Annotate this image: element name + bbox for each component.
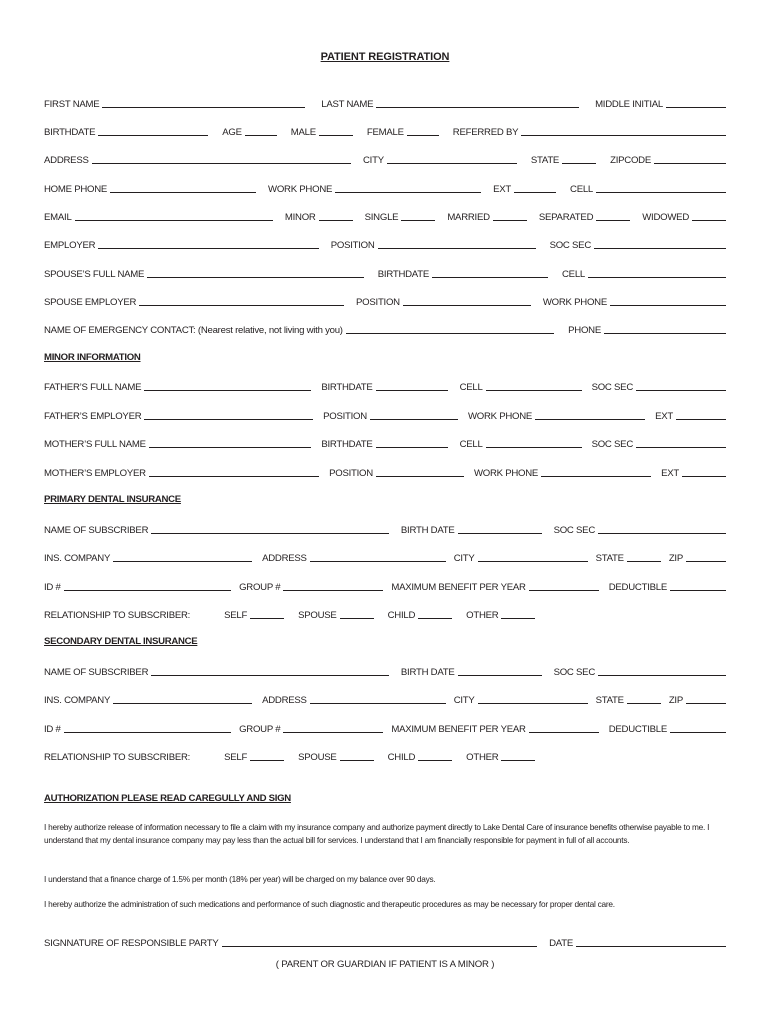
- mother-row: [44, 436, 726, 450]
- age-field[interactable]: [245, 135, 277, 136]
- emergency-phone-field[interactable]: [604, 333, 726, 334]
- birthdate-field[interactable]: [98, 135, 208, 136]
- primary-ins-company-field[interactable]: [113, 561, 252, 562]
- cell-label: CELL: [570, 184, 594, 195]
- mother-cell-label: CELL: [459, 439, 483, 450]
- father-position-field[interactable]: [370, 419, 458, 420]
- female-label: FEMALE: [366, 127, 404, 138]
- secondary-max-benefit-field[interactable]: [529, 732, 599, 733]
- spouse-cell-label: CELL: [562, 269, 585, 280]
- ext-label: EXT: [493, 184, 512, 195]
- secondary-other-field[interactable]: [501, 760, 535, 761]
- primary-id-row: [44, 579, 726, 593]
- mother-cell-field[interactable]: [486, 447, 582, 448]
- primary-insurance-heading: PRIMARY DENTAL INSURANCE: [44, 494, 181, 505]
- mother-ext-field[interactable]: [682, 476, 726, 477]
- primary-self-label: SELF: [224, 610, 248, 621]
- primary-city-label: CITY: [453, 553, 475, 564]
- zipcode-field[interactable]: [654, 163, 726, 164]
- secondary-birth-date-field[interactable]: [458, 675, 542, 676]
- address-field[interactable]: [92, 163, 351, 164]
- minor-field[interactable]: [319, 220, 353, 221]
- primary-subscriber-field[interactable]: [151, 533, 389, 534]
- father-soc-sec-field[interactable]: [636, 390, 726, 391]
- email-label: EMAIL: [44, 212, 72, 223]
- authorization-paragraph-1: I hereby authorize release of information necessary to file a claim with my insurance company and authorize payment directly to Lake Dental Care of insurance benefits otherwise payable to me. I understand that my dental insurance company may pay less than the actual bill for services. I understand that I am financially responsible for payment in full of all accounts.: [44, 822, 710, 845]
- primary-relationship-row: [44, 607, 726, 621]
- secondary-state-field[interactable]: [627, 703, 661, 704]
- secondary-city-label: CITY: [453, 695, 475, 706]
- father-work-phone-label: WORK PHONE: [467, 411, 533, 422]
- spouse-birthdate-label: BIRTHDATE: [377, 269, 429, 280]
- soc-sec-field[interactable]: [594, 248, 726, 249]
- last-name-field[interactable]: [376, 107, 579, 108]
- secondary-subscriber-field[interactable]: [151, 675, 389, 676]
- spouse-row: [44, 266, 726, 280]
- primary-zip-label: ZIP: [668, 553, 683, 564]
- fathers-employer-field[interactable]: [144, 419, 313, 420]
- primary-child-field[interactable]: [418, 618, 452, 619]
- female-field[interactable]: [407, 135, 439, 136]
- fathers-employer-label: FATHER’S EMPLOYER: [44, 411, 142, 422]
- state-label: STATE: [530, 155, 560, 166]
- widowed-label: WIDOWED: [642, 212, 689, 223]
- form-title: PATIENT REGISTRATION: [320, 51, 450, 63]
- mother-employer-row: [44, 465, 726, 479]
- work-phone-field[interactable]: [335, 192, 481, 193]
- primary-address-field[interactable]: [310, 561, 446, 562]
- middle-initial-field[interactable]: [666, 107, 726, 108]
- emergency-row: [44, 322, 726, 336]
- spouse-employer-row: [44, 294, 726, 308]
- primary-state-field[interactable]: [627, 561, 661, 562]
- email-row: [44, 209, 726, 223]
- home-phone-field[interactable]: [110, 192, 256, 193]
- secondary-address-label: ADDRESS: [262, 695, 307, 706]
- primary-soc-sec-field[interactable]: [598, 533, 726, 534]
- spouse-work-phone-label: WORK PHONE: [542, 297, 607, 308]
- primary-birth-date-label: BIRTH DATE: [400, 525, 455, 536]
- city-field[interactable]: [387, 163, 517, 164]
- primary-id-field[interactable]: [64, 590, 231, 591]
- primary-soc-sec-label: SOC SEC: [553, 525, 595, 536]
- minor-label: MINOR: [284, 212, 316, 223]
- date-label: DATE: [549, 938, 573, 949]
- address-label: ADDRESS: [44, 155, 89, 166]
- primary-id-label: ID #: [44, 582, 61, 593]
- secondary-group-field[interactable]: [283, 732, 383, 733]
- secondary-ins-company-label: INS. COMPANY: [44, 695, 111, 706]
- father-work-phone-field[interactable]: [535, 419, 645, 420]
- primary-state-label: STATE: [595, 553, 624, 564]
- secondary-soc-sec-label: SOC SEC: [553, 667, 595, 678]
- separated-field[interactable]: [596, 220, 630, 221]
- guardian-note: ( PARENT OR GUARDIAN IF PATIENT IS A MINOR ): [275, 959, 495, 970]
- spouse-work-phone-field[interactable]: [610, 305, 726, 306]
- mothers-full-name-field[interactable]: [149, 447, 312, 448]
- father-cell-field[interactable]: [486, 390, 582, 391]
- single-label: SINGLE: [364, 212, 399, 223]
- secondary-id-label: ID #: [44, 724, 61, 735]
- primary-spouse-field[interactable]: [340, 618, 374, 619]
- father-soc-sec-label: SOC SEC: [591, 382, 633, 393]
- primary-max-benefit-label: MAXIMUM BENEFIT PER YEAR: [391, 582, 526, 593]
- secondary-child-label: CHILD: [387, 752, 416, 763]
- birthdate-label: BIRTHDATE: [44, 127, 96, 138]
- secondary-state-label: STATE: [595, 695, 624, 706]
- secondary-deductible-field[interactable]: [670, 732, 726, 733]
- separated-label: SEPARATED: [538, 212, 594, 223]
- spouse-cell-field[interactable]: [588, 277, 726, 278]
- signature-label: SIGNNATURE OF RESPONSIBLE PARTY: [44, 938, 219, 949]
- first-name-field[interactable]: [102, 107, 305, 108]
- primary-group-label: GROUP #: [239, 582, 281, 593]
- secondary-insurance-heading: SECONDARY DENTAL INSURANCE: [44, 636, 198, 647]
- emergency-contact-label: NAME OF EMERGENCY CONTACT: (Nearest relative, not living with you): [44, 325, 343, 336]
- ext-field[interactable]: [514, 192, 556, 193]
- age-label: AGE: [222, 127, 242, 138]
- referred-by-field[interactable]: [521, 135, 726, 136]
- primary-deductible-label: DEDUCTIBLE: [608, 582, 667, 593]
- secondary-self-field[interactable]: [250, 760, 284, 761]
- widowed-field[interactable]: [692, 220, 726, 221]
- mother-work-phone-field[interactable]: [541, 476, 651, 477]
- birthdate-row: [44, 124, 726, 138]
- secondary-other-label: OTHER: [466, 752, 499, 763]
- secondary-deductible-label: DEDUCTIBLE: [608, 724, 667, 735]
- primary-spouse-label: SPOUSE: [298, 610, 337, 621]
- father-position-label: POSITION: [323, 411, 367, 422]
- cell-field[interactable]: [596, 192, 726, 193]
- secondary-relationship-label: RELATIONSHIP TO SUBSCRIBER:: [44, 752, 191, 763]
- father-employer-row: [44, 408, 726, 422]
- position-label: POSITION: [330, 240, 375, 251]
- mothers-employer-field[interactable]: [149, 476, 319, 477]
- mother-soc-sec-label: SOC SEC: [591, 439, 633, 450]
- state-field[interactable]: [562, 163, 596, 164]
- mother-position-label: POSITION: [329, 468, 373, 479]
- secondary-city-field[interactable]: [478, 703, 588, 704]
- single-field[interactable]: [401, 220, 435, 221]
- father-birthdate-label: BIRTHDATE: [321, 382, 373, 393]
- mother-position-field[interactable]: [376, 476, 464, 477]
- primary-zip-field[interactable]: [686, 561, 726, 562]
- secondary-ins-company-field[interactable]: [113, 703, 252, 704]
- father-birthdate-field[interactable]: [376, 390, 448, 391]
- secondary-id-row: [44, 721, 726, 735]
- authorization-heading: AUTHORIZATION PLEASE READ CAREGULLY AND SIGN: [44, 793, 291, 804]
- primary-address-label: ADDRESS: [262, 553, 307, 564]
- secondary-subscriber-row: [44, 664, 726, 678]
- mother-work-phone-label: WORK PHONE: [473, 468, 539, 479]
- emergency-contact-field[interactable]: [346, 333, 554, 334]
- minor-info-heading: MINOR INFORMATION: [44, 352, 141, 363]
- secondary-zip-field[interactable]: [686, 703, 726, 704]
- secondary-spouse-field[interactable]: [340, 760, 374, 761]
- mother-birthdate-label: BIRTHDATE: [321, 439, 373, 450]
- position-field[interactable]: [378, 248, 536, 249]
- secondary-birth-date-label: BIRTH DATE: [400, 667, 455, 678]
- secondary-relationship-row: [44, 749, 726, 763]
- work-phone-label: WORK PHONE: [268, 184, 333, 195]
- spouse-full-name-field[interactable]: [147, 277, 364, 278]
- spouse-full-name-label: SPOUSE’S FULL NAME: [44, 269, 145, 280]
- secondary-spouse-label: SPOUSE: [298, 752, 337, 763]
- first-name-label: FIRST NAME: [44, 99, 100, 110]
- last-name-label: LAST NAME: [321, 99, 374, 110]
- father-row: [44, 379, 726, 393]
- secondary-company-row: [44, 692, 726, 706]
- name-row: [44, 96, 726, 110]
- date-field[interactable]: [576, 946, 726, 947]
- secondary-id-field[interactable]: [64, 732, 231, 733]
- zipcode-label: ZIPCODE: [610, 155, 651, 166]
- emergency-phone-label: PHONE: [568, 325, 601, 336]
- father-cell-label: CELL: [459, 382, 483, 393]
- secondary-zip-label: ZIP: [668, 695, 683, 706]
- phone-row: [44, 181, 726, 195]
- spouse-employer-field[interactable]: [139, 305, 344, 306]
- secondary-address-field[interactable]: [310, 703, 446, 704]
- signature-field[interactable]: [222, 946, 538, 947]
- male-field[interactable]: [319, 135, 353, 136]
- fathers-full-name-field[interactable]: [144, 390, 311, 391]
- email-field[interactable]: [75, 220, 273, 221]
- secondary-soc-sec-field[interactable]: [598, 675, 726, 676]
- male-label: MALE: [290, 127, 316, 138]
- secondary-self-label: SELF: [224, 752, 248, 763]
- secondary-subscriber-label: NAME OF SUBSCRIBER: [44, 667, 149, 678]
- primary-subscriber-row: [44, 522, 726, 536]
- spouse-birthdate-field[interactable]: [432, 277, 548, 278]
- mothers-full-name-label: MOTHER’S FULL NAME: [44, 439, 146, 450]
- home-phone-label: HOME PHONE: [44, 184, 108, 195]
- authorization-paragraph-3: I hereby authorize the administration of such medications and performance of such diagnostic and therapeutic procedures as may be necessary for proper dental care.: [44, 899, 615, 909]
- primary-company-row: [44, 550, 726, 564]
- mothers-employer-label: MOTHER’S EMPLOYER: [44, 468, 146, 479]
- secondary-max-benefit-label: MAXIMUM BENEFIT PER YEAR: [391, 724, 526, 735]
- primary-self-field[interactable]: [250, 618, 284, 619]
- secondary-group-label: GROUP #: [239, 724, 281, 735]
- primary-child-label: CHILD: [387, 610, 416, 621]
- mother-ext-label: EXT: [661, 468, 679, 479]
- primary-other-label: OTHER: [466, 610, 499, 621]
- primary-relationship-label: RELATIONSHIP TO SUBSCRIBER:: [44, 610, 191, 621]
- primary-birth-date-field[interactable]: [458, 533, 542, 534]
- middle-initial-label: MIDDLE INITIAL: [595, 99, 663, 110]
- employer-label: EMPLOYER: [44, 240, 96, 251]
- authorization-paragraph-2: I understand that a finance charge of 1.5% per month (18% per year) will be charged on my balance over 90 days.: [44, 874, 436, 884]
- fathers-full-name-label: FATHER’S FULL NAME: [44, 382, 142, 393]
- employer-row: [44, 237, 726, 251]
- mother-soc-sec-field[interactable]: [636, 447, 726, 448]
- primary-other-field[interactable]: [501, 618, 535, 619]
- married-label: MARRIED: [447, 212, 490, 223]
- soc-sec-label: SOC SEC: [549, 240, 591, 251]
- spouse-position-field[interactable]: [403, 305, 531, 306]
- married-field[interactable]: [493, 220, 527, 221]
- referred-by-label: REFERRED BY: [452, 127, 519, 138]
- address-row: [44, 152, 726, 166]
- father-ext-field[interactable]: [676, 419, 726, 420]
- primary-subscriber-label: NAME OF SUBSCRIBER: [44, 525, 149, 536]
- employer-field[interactable]: [98, 248, 318, 249]
- primary-ins-company-label: INS. COMPANY: [44, 553, 111, 564]
- primary-deductible-field[interactable]: [670, 590, 726, 591]
- city-label: CITY: [362, 155, 384, 166]
- primary-max-benefit-field[interactable]: [529, 590, 599, 591]
- spouse-position-label: POSITION: [356, 297, 400, 308]
- primary-group-field[interactable]: [283, 590, 383, 591]
- secondary-child-field[interactable]: [418, 760, 452, 761]
- mother-birthdate-field[interactable]: [376, 447, 448, 448]
- spouse-employer-label: SPOUSE EMPLOYER: [44, 297, 137, 308]
- father-ext-label: EXT: [655, 411, 673, 422]
- signature-row: [44, 935, 726, 949]
- primary-city-field[interactable]: [478, 561, 588, 562]
